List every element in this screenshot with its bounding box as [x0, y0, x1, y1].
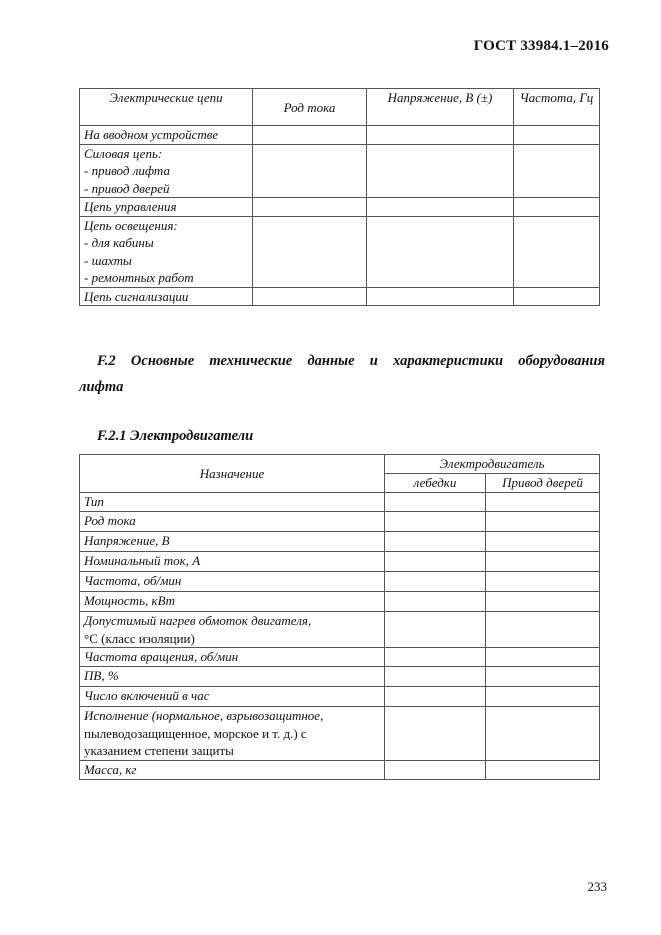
door-drive-cell [486, 512, 600, 532]
current-type-cell [253, 287, 367, 306]
row-label: Исполнение (нормальное, взрывозащитное, пылеводозащищенное, морское и т. д.) с указанием степени защиты [80, 707, 385, 761]
door-drive-cell [486, 648, 600, 667]
table-row [80, 287, 600, 306]
section-f2-heading: F.2 Основные технические данные и характеристики оборудования лифта [79, 353, 605, 395]
frequency-cell [514, 144, 600, 198]
winch-cell [385, 512, 486, 532]
row-label: ПВ, % [80, 667, 385, 687]
row-label: Цепь сигнализации [80, 287, 253, 306]
table-header-row [80, 455, 600, 474]
electric-motors-table [79, 454, 600, 780]
voltage-cell [367, 287, 514, 306]
frequency-cell [514, 287, 600, 306]
table-row [80, 552, 600, 572]
electrical-circuits-table [79, 88, 600, 306]
door-drive-cell [486, 612, 600, 648]
current-type-cell [253, 126, 367, 145]
row-label: Масса, кг [80, 761, 385, 780]
door-drive-cell [486, 552, 600, 572]
winch-cell [385, 572, 486, 592]
row-label: Род тока [80, 512, 385, 532]
header-electric-motor: Электродвигатель [385, 455, 600, 474]
door-drive-cell [486, 532, 600, 552]
header-purpose: Назначение [80, 455, 385, 493]
winch-cell [385, 761, 486, 780]
winch-cell [385, 687, 486, 707]
table-row [80, 512, 600, 532]
row-label: Цепь управления [80, 198, 253, 217]
table-row [80, 592, 600, 612]
door-drive-cell [486, 761, 600, 780]
door-drive-cell [486, 707, 600, 761]
voltage-cell [367, 198, 514, 217]
page-number: 233 [587, 879, 607, 894]
document-code: ГОСТ 33984.1–2016 [473, 38, 609, 54]
current-type-cell [253, 216, 367, 287]
door-drive-cell [486, 667, 600, 687]
header-door-drive: Привод дверей [486, 474, 600, 493]
row-label: Цепь освещения: - для кабины - шахты - ремонтных работ [80, 216, 253, 287]
row-label: Мощность, кВт [80, 592, 385, 612]
table-row [80, 761, 600, 780]
row-label: На вводном устройстве [80, 126, 253, 145]
current-type-cell [253, 198, 367, 217]
header-frequency: Частота, Гц [514, 89, 600, 126]
winch-cell [385, 612, 486, 648]
frequency-cell [514, 216, 600, 287]
table-row [80, 493, 600, 512]
table-row [80, 144, 600, 198]
winch-cell [385, 667, 486, 687]
door-drive-cell [486, 592, 600, 612]
table-row [80, 707, 600, 761]
row-label: Номинальный ток, А [80, 552, 385, 572]
row-label: Силовая цепь: - привод лифта - привод дверей [80, 144, 253, 198]
table-row [80, 532, 600, 552]
row-label: Число включений в час [80, 687, 385, 707]
winch-cell [385, 493, 486, 512]
row-label: Напряжение, В [80, 532, 385, 552]
table-row [80, 216, 600, 287]
table-header-row [80, 89, 600, 126]
winch-cell [385, 648, 486, 667]
row-label: Частота вращения, об/мин [80, 648, 385, 667]
row-label: Частота, об/мин [80, 572, 385, 592]
door-drive-cell [486, 493, 600, 512]
door-drive-cell [486, 687, 600, 707]
current-type-cell [253, 144, 367, 198]
table-row [80, 667, 600, 687]
winch-cell [385, 707, 486, 761]
table-row [80, 198, 600, 217]
winch-cell [385, 592, 486, 612]
table-row [80, 612, 600, 648]
frequency-cell [514, 126, 600, 145]
voltage-cell [367, 216, 514, 287]
voltage-cell [367, 126, 514, 145]
table-row [80, 687, 600, 707]
door-drive-cell [486, 572, 600, 592]
winch-cell [385, 552, 486, 572]
frequency-cell [514, 198, 600, 217]
table-row [80, 648, 600, 667]
header-current-type: Род тока [253, 89, 367, 126]
voltage-cell [367, 144, 514, 198]
header-circuits: Электрические цепи [80, 89, 253, 126]
row-label: Допустимый нагрев обмоток двигателя, °С (класс изоляции) [80, 612, 385, 648]
section-f21-heading: F.2.1 Электродвигатели [97, 428, 254, 444]
header-winch: лебедки [385, 474, 486, 493]
row-label: Тип [80, 493, 385, 512]
table-row [80, 572, 600, 592]
header-voltage: Напряжение, В (±) [367, 89, 514, 126]
winch-cell [385, 532, 486, 552]
table-row [80, 126, 600, 145]
